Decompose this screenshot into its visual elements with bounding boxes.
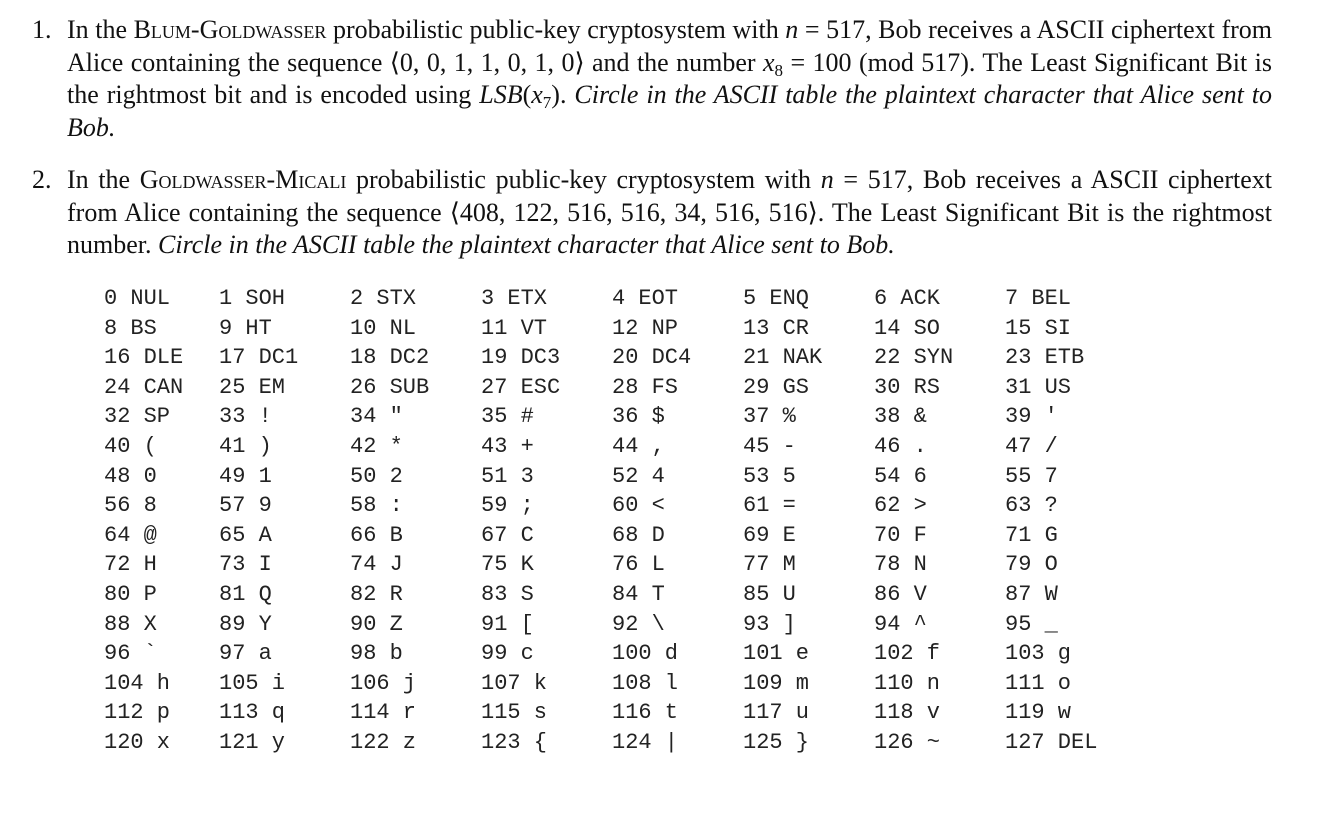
ascii-cell[interactable]: 84 T	[612, 581, 665, 607]
ascii-cell[interactable]: 38 &	[874, 404, 927, 430]
ascii-cell[interactable]: 20 DC4	[612, 345, 692, 371]
ascii-cell[interactable]: 11 VT	[481, 315, 548, 341]
ascii-cell[interactable]: 76 L	[612, 552, 665, 578]
ascii-cell[interactable]: 15 SI	[1005, 315, 1072, 341]
ascii-cell[interactable]: 90 Z	[350, 611, 403, 637]
ascii-cell[interactable]: 57 9	[219, 493, 272, 519]
math-x8: $x_8$	[763, 47, 784, 80]
ascii-cell[interactable]: 78 N	[874, 552, 927, 578]
ascii-cell[interactable]: 108 l	[612, 670, 679, 696]
ascii-cell[interactable]: 51 3	[481, 463, 534, 489]
ascii-cell[interactable]: 91 [	[481, 611, 534, 637]
question-1-number: 1.	[32, 15, 52, 44]
ascii-cell[interactable]: 49 1	[219, 463, 272, 489]
ascii-cell[interactable]: 48 0	[104, 463, 157, 489]
ascii-cell[interactable]: 79 O	[1005, 552, 1058, 578]
ascii-cell[interactable]: 124 |	[612, 729, 679, 755]
ascii-cell[interactable]: 41 )	[219, 433, 272, 459]
ascii-cell[interactable]: 75 K	[481, 552, 534, 578]
ascii-cell[interactable]: 60 <	[612, 493, 665, 519]
ascii-cell[interactable]: 31 US	[1005, 374, 1072, 400]
ascii-cell[interactable]: 2 STX	[350, 286, 417, 311]
ascii-cell[interactable]: 114 r	[350, 700, 417, 726]
ascii-cell[interactable]: 106 j	[350, 670, 417, 696]
ascii-cell[interactable]: 26 SUB	[350, 374, 430, 400]
question-2-text: In the Goldwasser-Micali probabilistic public-key cryptosystem with n = 517, Bob receives a ASCII ciphertext from Alice containing the sequence ⟨408, 122, 516, 516, 34, 516, 516⟩. The Least Significant Bit is the rightmost number. Circle in the ASCII table the plaintext character that Alice sent to Bob.	[67, 165, 1272, 259]
ascii-cell[interactable]: 92 \	[612, 611, 665, 637]
ascii-cell[interactable]: 43 +	[481, 433, 534, 459]
ascii-cell[interactable]: 74 J	[350, 552, 403, 578]
ascii-cell[interactable]: 123 {	[481, 729, 548, 755]
question-2-number: 2.	[32, 165, 52, 194]
ascii-cell[interactable]: 104 h	[104, 670, 171, 696]
ascii-cell[interactable]: 69 E	[743, 522, 796, 548]
scheme-name: Goldwasser-Micali	[139, 165, 347, 194]
ascii-cell[interactable]: 103 g	[1005, 641, 1072, 667]
ascii-cell[interactable]: 30 RS	[874, 374, 941, 400]
ascii-cell[interactable]: 87 W	[1005, 581, 1058, 607]
ascii-cell[interactable]: 45 -	[743, 433, 796, 459]
ascii-cell[interactable]: 119 w	[1005, 700, 1072, 726]
ascii-cell[interactable]: 55 7	[1005, 463, 1058, 489]
ascii-cell[interactable]: 89 Y	[219, 611, 272, 637]
ascii-cell[interactable]: 12 NP	[612, 315, 679, 341]
ascii-cell[interactable]: 83 S	[481, 581, 534, 607]
ascii-cell[interactable]: 3 ETX	[481, 286, 548, 311]
ascii-cell[interactable]: 66 B	[350, 522, 403, 548]
ascii-cell[interactable]: 96 `	[104, 641, 157, 667]
ascii-cell[interactable]: 29 GS	[743, 374, 810, 400]
ascii-cell[interactable]: 0 NUL	[104, 286, 171, 311]
ascii-cell[interactable]: 32 SP	[104, 404, 171, 430]
ascii-cell[interactable]: 115 s	[481, 700, 548, 726]
ascii-cell[interactable]: 53 5	[743, 463, 796, 489]
ascii-cell[interactable]: 37 %	[743, 404, 796, 430]
ascii-cell[interactable]: 77 M	[743, 552, 796, 578]
ascii-cell[interactable]: 16 DLE	[104, 345, 184, 371]
ascii-cell[interactable]: 4 EOT	[612, 286, 679, 311]
ascii-cell[interactable]: 72 H	[104, 552, 157, 578]
ascii-cell[interactable]: 25 EM	[219, 374, 286, 400]
ascii-cell[interactable]: 7 BEL	[1005, 286, 1072, 311]
ascii-cell[interactable]: 122 z	[350, 729, 417, 755]
ascii-cell[interactable]: 23 ETB	[1005, 345, 1085, 371]
ascii-cell[interactable]: 127 DEL	[1005, 729, 1098, 755]
ascii-cell[interactable]: 36 $	[612, 404, 665, 430]
ascii-cell[interactable]: 54 6	[874, 463, 927, 489]
question-1-text: In the Blum-Goldwasser probabilistic public-key cryptosystem with n = 517, Bob receives a ASCII ciphertext from Alice containing the sequence ⟨0, 0, 1, 1, 0, 1, 0⟩ and the number $x_8 = 100$ (mod 517). The Least Significant Bit is the rightmost bit and is encoded using $LSB(x_7)$. Circle in the ASCII table the plaintext character that Alice sent to Bob.	[67, 15, 1273, 142]
ascii-cell[interactable]: 102 f	[874, 641, 941, 667]
question-1-instruction: Circle in the ASCII table the plaintext character that Alice sent to Bob.	[67, 80, 1272, 142]
ascii-cell[interactable]: 8 BS	[104, 315, 157, 341]
ascii-cell[interactable]: 35 #	[481, 404, 534, 430]
ascii-cell[interactable]: 47 /	[1005, 433, 1058, 459]
math-lsb: $LSB(x_7)$.	[479, 80, 567, 112]
math-n: n	[820, 165, 834, 194]
ascii-cell[interactable]: 67 C	[481, 522, 534, 548]
ascii-cell[interactable]: 61 =	[743, 493, 796, 519]
ascii-cell[interactable]: 33 !	[219, 404, 272, 430]
math-n: n	[785, 15, 799, 44]
ascii-cell[interactable]: 70 F	[874, 522, 927, 548]
ascii-cell[interactable]: 24 CAN	[104, 374, 184, 400]
ascii-cell[interactable]: 80 P	[104, 581, 157, 607]
ascii-cell[interactable]: 99 c	[481, 641, 534, 667]
ascii-cell[interactable]: 107 k	[481, 670, 548, 696]
ascii-cell[interactable]: 117 u	[743, 700, 810, 726]
ascii-cell[interactable]: 125 }	[743, 729, 810, 755]
ascii-cell[interactable]: 17 DC1	[219, 345, 299, 371]
ascii-cell[interactable]: 64 @	[104, 522, 157, 548]
ascii-cell[interactable]: 28 FS	[612, 374, 679, 400]
ascii-cell[interactable]: 65 A	[219, 522, 272, 548]
ascii-cell[interactable]: 44 ,	[612, 433, 665, 459]
ascii-cell[interactable]: 39 '	[1005, 404, 1058, 430]
ascii-cell[interactable]: 14 SO	[874, 315, 941, 341]
ascii-cell[interactable]: 97 a	[219, 641, 272, 667]
ascii-cell[interactable]: 52 4	[612, 463, 665, 489]
ascii-cell[interactable]: 109 m	[743, 670, 810, 696]
ascii-cell[interactable]: 113 q	[219, 700, 286, 726]
ascii-cell[interactable]: 126 ~	[874, 729, 941, 755]
ascii-cell[interactable]: 73 I	[219, 552, 272, 578]
ascii-cell[interactable]: 5 ENQ	[743, 286, 810, 311]
ascii-cell[interactable]: 58 :	[350, 493, 403, 519]
question-1	[32, 14, 1272, 144]
ascii-cell[interactable]: 56 8	[104, 493, 157, 519]
ascii-cell[interactable]: 63 ?	[1005, 493, 1058, 519]
ascii-cell[interactable]: 112 p	[104, 700, 171, 726]
ascii-cell[interactable]: 18 DC2	[350, 345, 430, 371]
ascii-cell[interactable]: 62 >	[874, 493, 927, 519]
ascii-cell[interactable]: 21 NAK	[743, 345, 823, 371]
ascii-cell[interactable]: 6 ACK	[874, 286, 941, 311]
ascii-cell[interactable]: 22 SYN	[874, 345, 954, 371]
ascii-cell[interactable]: 81 Q	[219, 581, 272, 607]
ascii-cell[interactable]: 100 d	[612, 641, 679, 667]
ascii-cell[interactable]: 94 ^	[874, 611, 927, 637]
ascii-cell[interactable]: 88 X	[104, 611, 157, 637]
question-2-instruction: Circle in the ASCII table the plaintext character that Alice sent to Bob.	[151, 230, 895, 259]
ascii-cell[interactable]: 42 *	[350, 433, 403, 459]
ascii-cell[interactable]: 68 D	[612, 522, 665, 548]
ascii-cell[interactable]: 34 "	[350, 404, 403, 430]
ascii-cell[interactable]: 110 n	[874, 670, 941, 696]
ascii-cell[interactable]: 19 DC3	[481, 345, 561, 371]
ascii-cell[interactable]: 116 t	[612, 700, 679, 726]
ascii-cell[interactable]: 86 V	[874, 581, 927, 607]
ascii-cell[interactable]: 59 ;	[481, 493, 534, 519]
ascii-cell[interactable]: 40 (	[104, 433, 157, 459]
ascii-cell[interactable]: 10 NL	[350, 315, 417, 341]
ascii-cell[interactable]: 1 SOH	[219, 286, 286, 311]
ascii-cell[interactable]: 71 G	[1005, 522, 1058, 548]
ascii-cell[interactable]: 46 .	[874, 433, 927, 459]
scheme-name: Blum-Goldwasser	[133, 15, 327, 44]
question-2	[32, 164, 1272, 262]
ascii-cell[interactable]: 111 o	[1005, 670, 1072, 696]
ascii-cell[interactable]: 13 CR	[743, 315, 810, 341]
ascii-cell[interactable]: 9 HT	[219, 315, 272, 341]
ascii-cell[interactable]: 118 v	[874, 700, 941, 726]
ascii-cell[interactable]: 82 R	[350, 581, 403, 607]
ascii-cell[interactable]: 50 2	[350, 463, 403, 489]
ascii-cell[interactable]: 93 ]	[743, 611, 796, 637]
ascii-cell[interactable]: 120 x	[104, 729, 171, 755]
ascii-cell[interactable]: 27 ESC	[481, 374, 561, 400]
ascii-cell[interactable]: 85 U	[743, 581, 796, 607]
ascii-cell[interactable]: 95 _	[1005, 611, 1058, 637]
ascii-cell[interactable]: 105 i	[219, 670, 286, 696]
ascii-cell[interactable]: 101 e	[743, 641, 810, 667]
ascii-cell[interactable]: 98 b	[350, 641, 403, 667]
ascii-cell[interactable]: 121 y	[219, 729, 286, 755]
